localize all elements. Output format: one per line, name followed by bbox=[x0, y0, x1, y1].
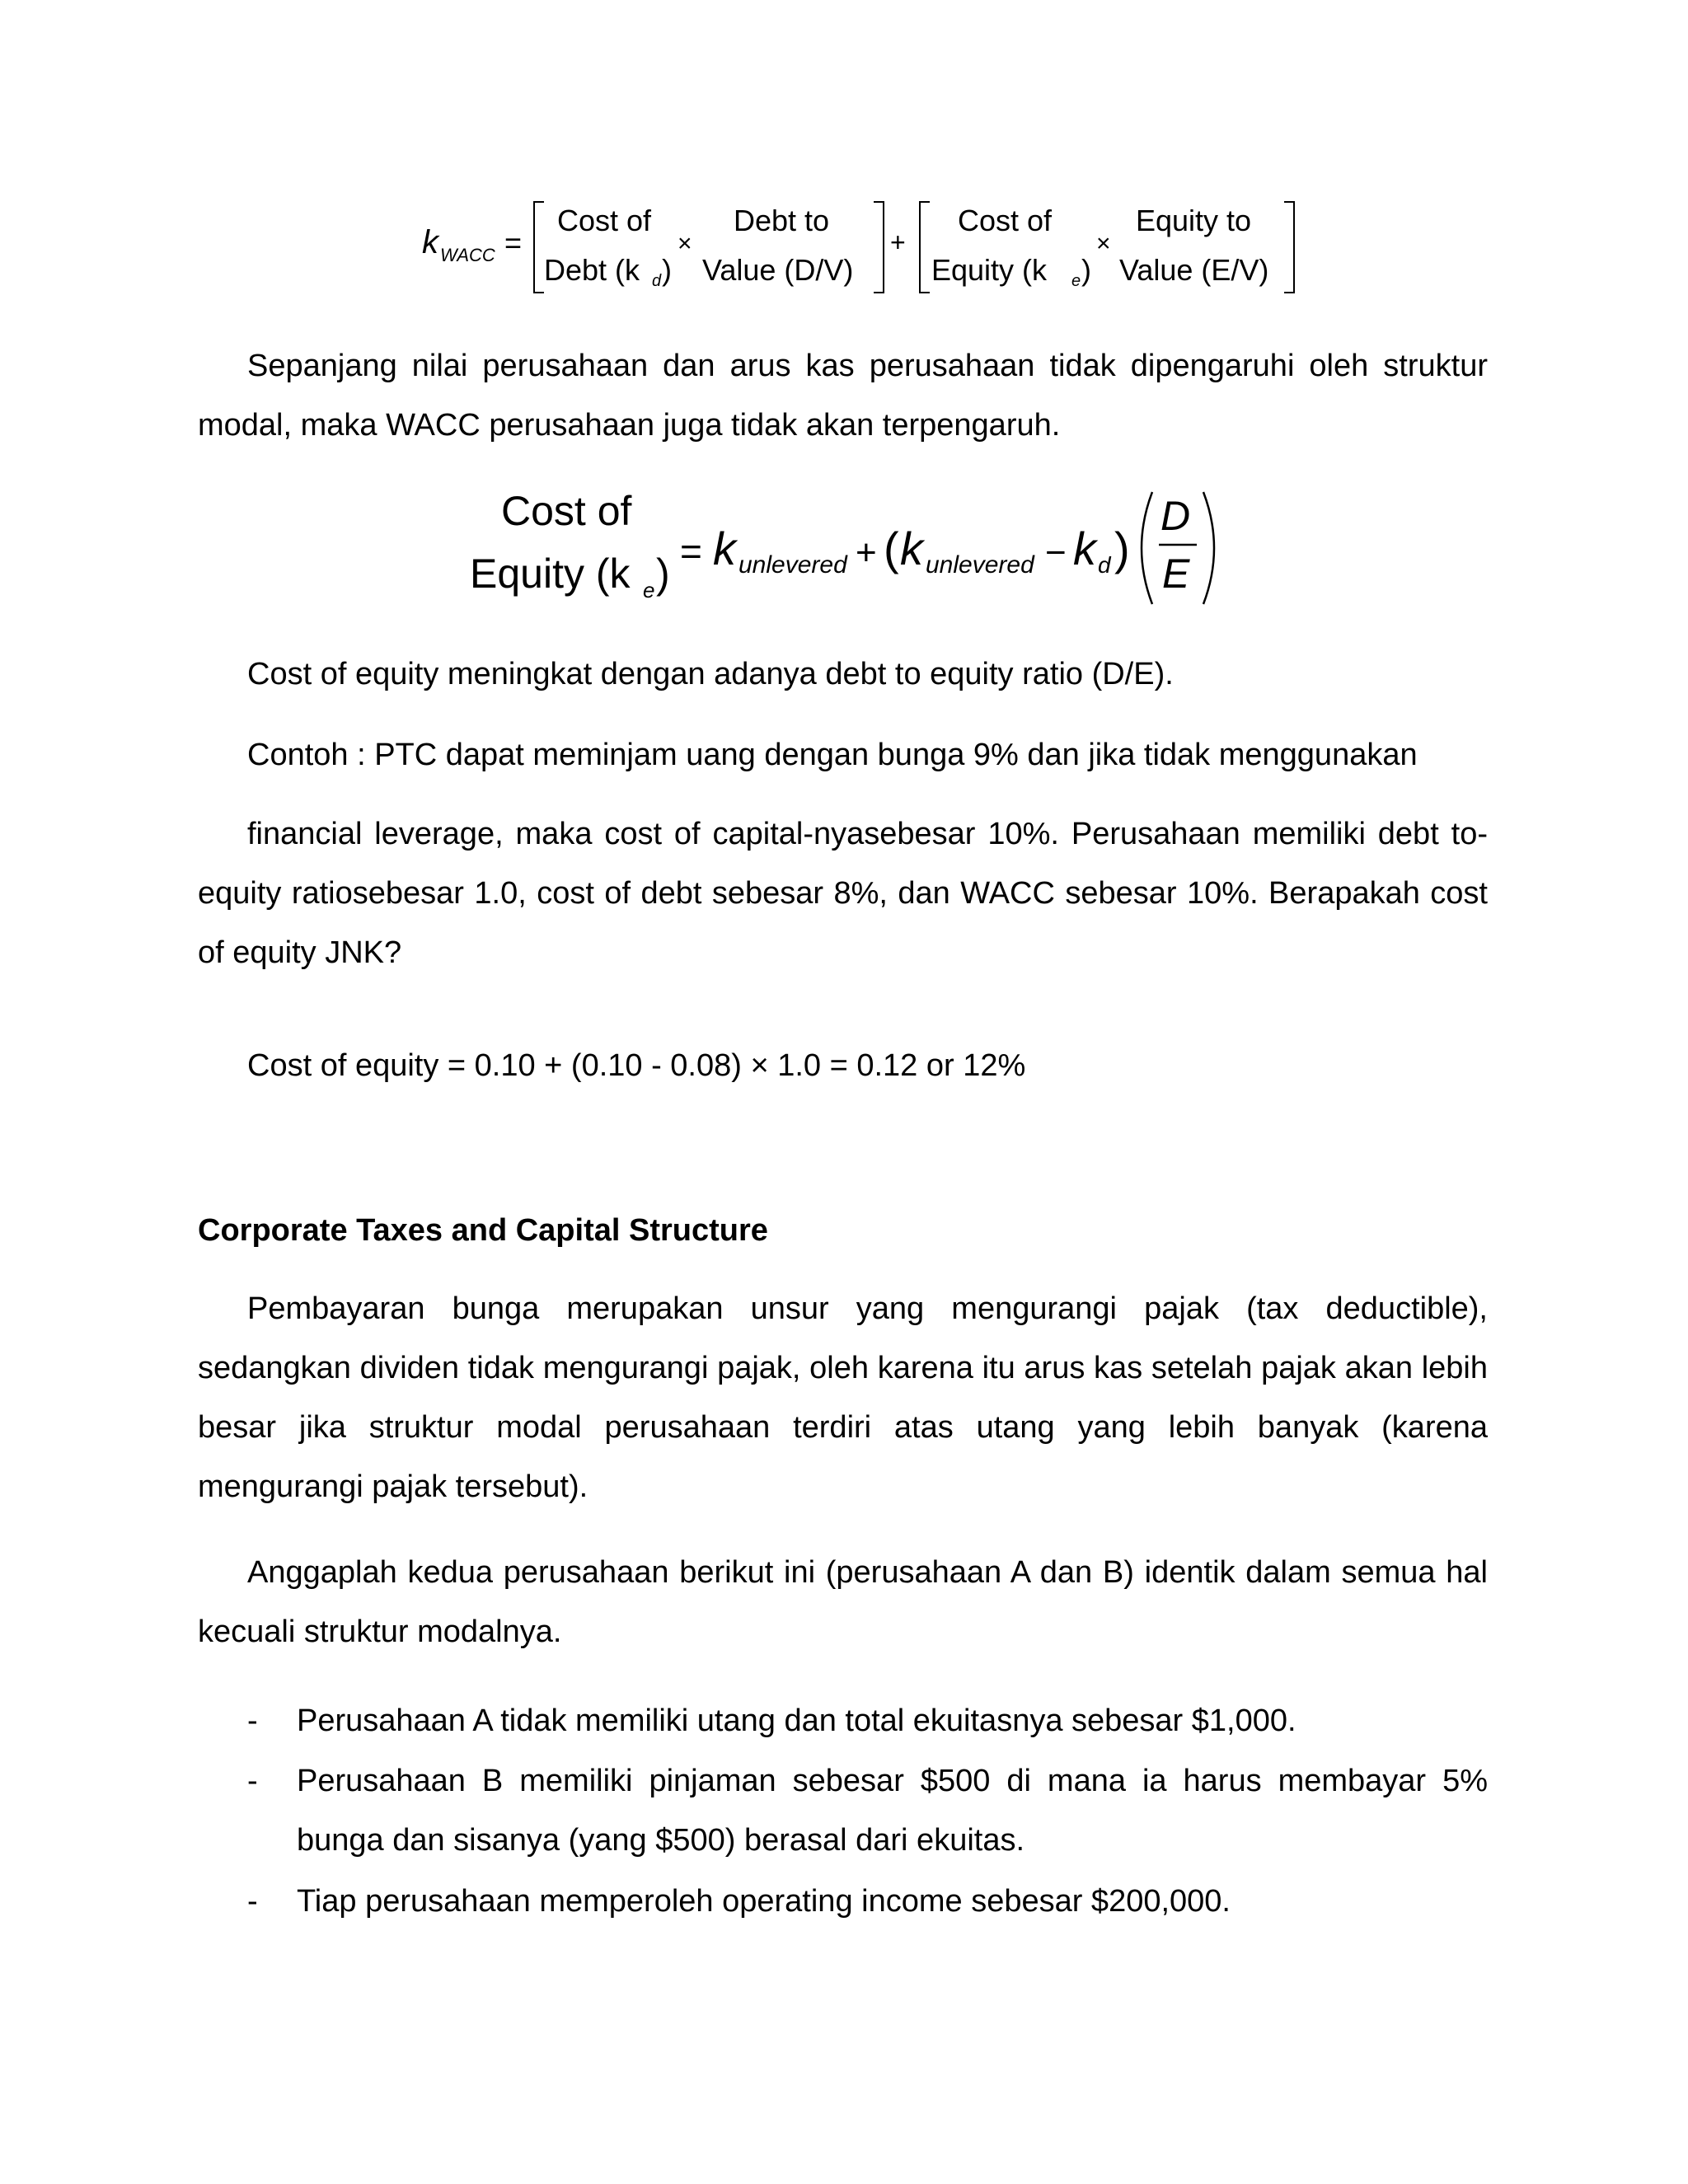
list-item: Perusahaan A tidak memiliki utang dan total ekuitasnya sebesar $1,000. bbox=[297, 1704, 1296, 1738]
plus-sign: + bbox=[890, 227, 906, 257]
paragraph-wacc-unaffected: Sepanjang nilai perusahaan dan arus kas perusahaan tidak dipengaruhi oleh struktur modal, maka WACC perusahaan juga tidak akan terpengaruh. bbox=[198, 349, 1488, 443]
term1-debt-to: Debt to bbox=[734, 204, 830, 237]
wacc-formula bbox=[412, 194, 1319, 301]
coe-plus: + bbox=[856, 532, 877, 573]
coe-close-paren: ) bbox=[1114, 523, 1130, 574]
coe-frac-num: D bbox=[1160, 493, 1191, 539]
coe-lhs-sub: e bbox=[643, 578, 655, 602]
coe-k-unlevered-1: k bbox=[713, 523, 736, 574]
coe-unlevered-sub-2: unlevered bbox=[926, 551, 1034, 579]
wacc-lhs: k bbox=[422, 224, 438, 260]
coe-kd-sub: d bbox=[1098, 552, 1111, 578]
wacc-lhs-sub: WACC bbox=[440, 245, 495, 265]
term2-equity-to: Equity to bbox=[1136, 204, 1252, 237]
bullet-dash-1: - bbox=[247, 1704, 258, 1738]
coe-unlevered-sub-1: unlevered bbox=[738, 551, 847, 579]
term2-close-paren: ) bbox=[1081, 253, 1091, 287]
coe-frac-close-paren bbox=[1203, 492, 1214, 604]
term2-cost-of: Cost of bbox=[958, 204, 1053, 237]
term1-cost-of: Cost of bbox=[557, 204, 652, 237]
cost-of-equity-formula bbox=[462, 482, 1269, 614]
bracket-close-2 bbox=[1284, 202, 1294, 293]
term1-close-paren: ) bbox=[662, 253, 672, 287]
line-cost-of-equity-increases: Cost of equity meningkat dengan adanya debt to equity ratio (D/E). bbox=[247, 657, 1174, 691]
paragraph-interest-tax-deductible: Pembayaran bunga merupakan unsur yang mengurangi pajak (tax deductible), sedangkan dividen tidak mengurangi pajak, oleh karena itu arus kas setelah pajak akan lebih besar jika struktur modal perusahaan terdiri atas utang yang lebih banyak (karena mengurangi pajak tersebut). bbox=[198, 1291, 1488, 1504]
list-item: Tiap perusahaan memperoleh operating income sebesar $200,000. bbox=[297, 1884, 1231, 1919]
coe-k-unlevered-2: k bbox=[900, 523, 923, 574]
section-heading: Corporate Taxes and Capital Structure bbox=[198, 1213, 768, 1248]
bullet-dash-3: - bbox=[247, 1884, 258, 1919]
bracket-close-1 bbox=[874, 202, 884, 293]
coe-minus: − bbox=[1045, 532, 1067, 573]
times-sign-2: × bbox=[1096, 230, 1111, 257]
bracket-open-1 bbox=[534, 202, 544, 293]
coe-kd: k bbox=[1073, 523, 1096, 574]
term1-kd-sub: d bbox=[652, 272, 662, 290]
bracket-open-2 bbox=[920, 202, 930, 293]
term2-ke-sub: e bbox=[1071, 272, 1081, 290]
coe-lhs-close-paren: ) bbox=[656, 551, 670, 597]
paragraph-assume-two-firms: Anggaplah kedua perusahaan berikut ini (perusahaan A dan B) identik dalam semua hal kecuali struktur modalnya. bbox=[198, 1555, 1488, 1649]
term2-value-ev: Value (E/V) bbox=[1119, 253, 1269, 287]
coe-frac-open-paren bbox=[1142, 492, 1152, 604]
coe-lhs-row2: Equity (k bbox=[470, 551, 631, 597]
line-example-intro: Contoh : PTC dapat meminjam uang dengan bunga 9% dan jika tidak menggunakan bbox=[247, 738, 1418, 772]
list-item: Perusahaan B memiliki pinjaman sebesar $500 di mana ia harus membayar 5% bunga dan sisanya (yang $500) berasal dari ekuitas. bbox=[297, 1764, 1488, 1858]
coe-frac-den: E bbox=[1162, 551, 1190, 597]
times-sign-1: × bbox=[678, 230, 692, 257]
coe-equals: = bbox=[680, 530, 702, 573]
coe-open-paren: ( bbox=[884, 523, 899, 574]
term1-value-dv: Value (D/V) bbox=[702, 253, 854, 287]
equals-sign: = bbox=[504, 226, 523, 260]
term2-equity-ke: Equity (k bbox=[931, 253, 1048, 287]
coe-lhs-row1: Cost of bbox=[501, 488, 632, 534]
bullet-dash-2: - bbox=[247, 1764, 258, 1798]
line-cost-of-equity-calc: Cost of equity = 0.10 + (0.10 - 0.08) × 1.0 = 0.12 or 12% bbox=[247, 1048, 1026, 1083]
term1-debt-kd: Debt (k bbox=[544, 253, 640, 287]
paragraph-example-details: financial leverage, maka cost of capital-nyasebesar 10%. Perusahaan memiliki debt to-equity ratiosebesar 1.0, cost of debt sebesar 8%, dan WACC sebesar 10%. Berapakah cost of equity JNK? bbox=[198, 817, 1488, 970]
